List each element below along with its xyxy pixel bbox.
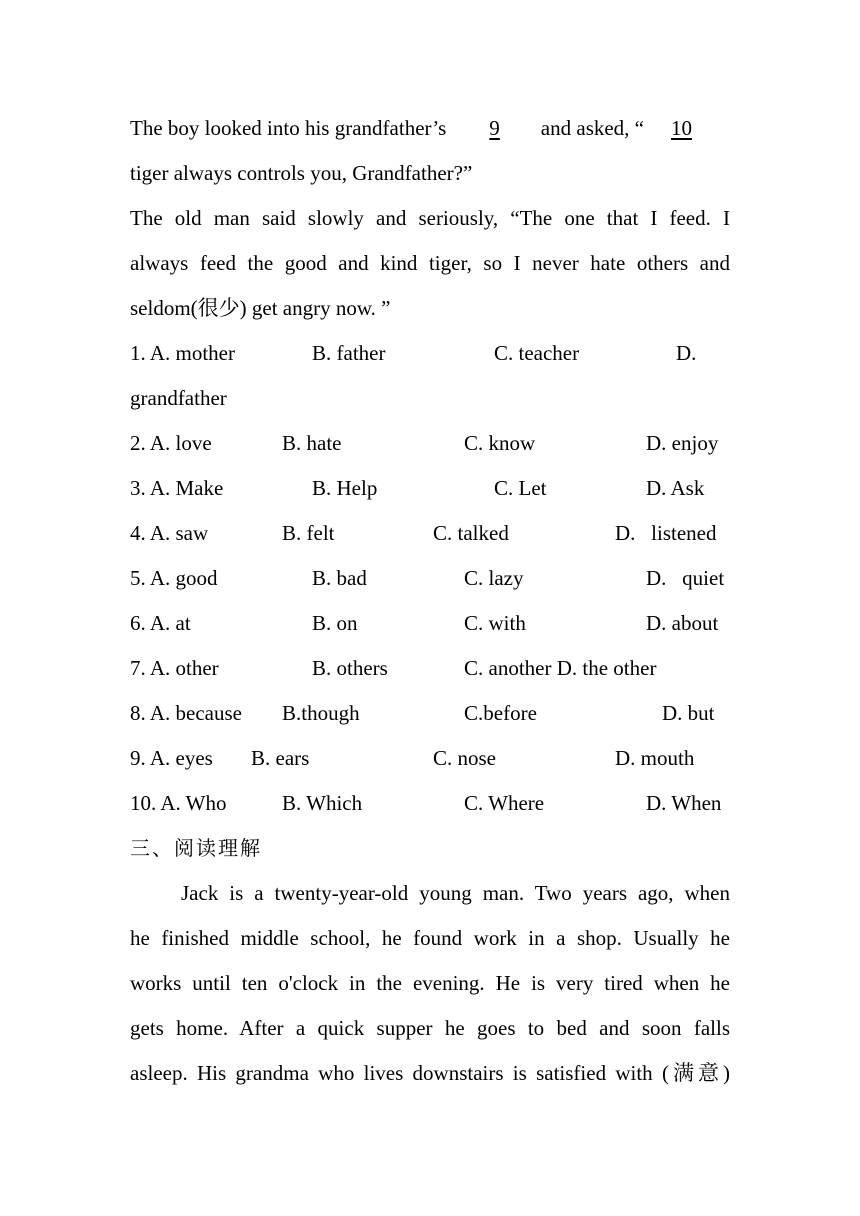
option-a: 5. A. good — [130, 566, 218, 590]
reading-line-4: gets home. After a quick supper he goes to bed and soon falls — [130, 1016, 730, 1040]
blank-10: 10 — [671, 116, 693, 140]
option-c: C. nose — [433, 746, 496, 770]
option-d: D. — [676, 341, 697, 365]
option-b: B.though — [282, 701, 360, 725]
passage-line-2: tiger always controls you, Grandfather?” — [130, 161, 473, 185]
option-c: C. talked — [433, 521, 509, 545]
reading-line-5: asleep. His grandma who lives downstairs is satisfied with (满意) — [130, 1061, 730, 1085]
question-row-8 — [130, 691, 730, 736]
option-c: C.before — [464, 701, 537, 725]
option-d: D. enjoy — [646, 431, 719, 455]
option-a: 7. A. other — [130, 656, 219, 680]
option-c: C. with — [464, 611, 526, 635]
option-d: D. mouth — [615, 746, 695, 770]
blank-9: 9 — [489, 116, 500, 140]
reading-line-2: he finished middle school, he found work in a shop. Usually he — [130, 926, 730, 950]
question-row-10 — [130, 781, 730, 826]
option-b: B. father — [312, 341, 386, 365]
question-row-1 — [130, 331, 730, 376]
option-c: C. teacher — [494, 341, 580, 365]
passage-line-4: always feed the good and kind tiger, so I never hate others and — [130, 251, 730, 275]
option-b: B. on — [312, 611, 358, 635]
option-b: B. Help — [312, 476, 378, 500]
option-b: B. felt — [282, 521, 335, 545]
question-row-4 — [130, 511, 730, 556]
option-c: C. Let — [494, 476, 547, 500]
reading-line-1: Jack is a twenty-year-old young man. Two years ago, when — [181, 881, 730, 905]
option-a: 1. A. mother — [130, 341, 235, 365]
option-a: 10. A. Who — [130, 791, 227, 815]
passage-text: The boy looked into his grandfather’s — [130, 116, 447, 140]
option-a: 9. A. eyes — [130, 746, 213, 770]
option-b: B. hate — [282, 431, 342, 455]
reading-line-3: works until ten o'clock in the evening. He is very tired when he — [130, 971, 730, 995]
option-a: 3. A. Make — [130, 476, 224, 500]
option-d: D. quiet — [646, 566, 725, 590]
option-c: C. Where — [464, 791, 545, 815]
option-d: D. When — [646, 791, 722, 815]
option-b: B. Which — [282, 791, 363, 815]
option-a: 4. A. saw — [130, 521, 209, 545]
option-d: D. but — [662, 701, 715, 725]
option-b: B. bad — [312, 566, 367, 590]
option-d: D. about — [646, 611, 719, 635]
document-page — [130, 106, 730, 1096]
option-c: C. another D. the other — [464, 656, 657, 680]
question-row-9 — [130, 736, 730, 781]
passage-line-5: seldom(很少) get angry now. ” — [130, 296, 391, 320]
option-a: 6. A. at — [130, 611, 191, 635]
option-b: B. ears — [251, 746, 310, 770]
option-b: B. others — [312, 656, 388, 680]
passage-line-3: The old man said slowly and seriously, “The one that I feed. I — [130, 206, 730, 230]
option-c: C. lazy — [464, 566, 524, 590]
option-d: D. listened — [615, 521, 717, 545]
passage-line-1 — [130, 106, 730, 151]
question-row-3 — [130, 466, 730, 511]
question-row-2 — [130, 421, 730, 466]
option-a: 8. A. because — [130, 701, 242, 725]
option-a: 2. A. love — [130, 431, 212, 455]
question-row-6 — [130, 601, 730, 646]
question-row-7 — [130, 646, 730, 691]
option-d: D. Ask — [646, 476, 705, 500]
question-row-5 — [130, 556, 730, 601]
question-row-1-wrap: grandfather — [130, 386, 227, 410]
section-heading: 三、阅读理解 — [130, 836, 262, 860]
passage-text: and asked, “ — [540, 116, 645, 140]
option-c: C. know — [464, 431, 536, 455]
